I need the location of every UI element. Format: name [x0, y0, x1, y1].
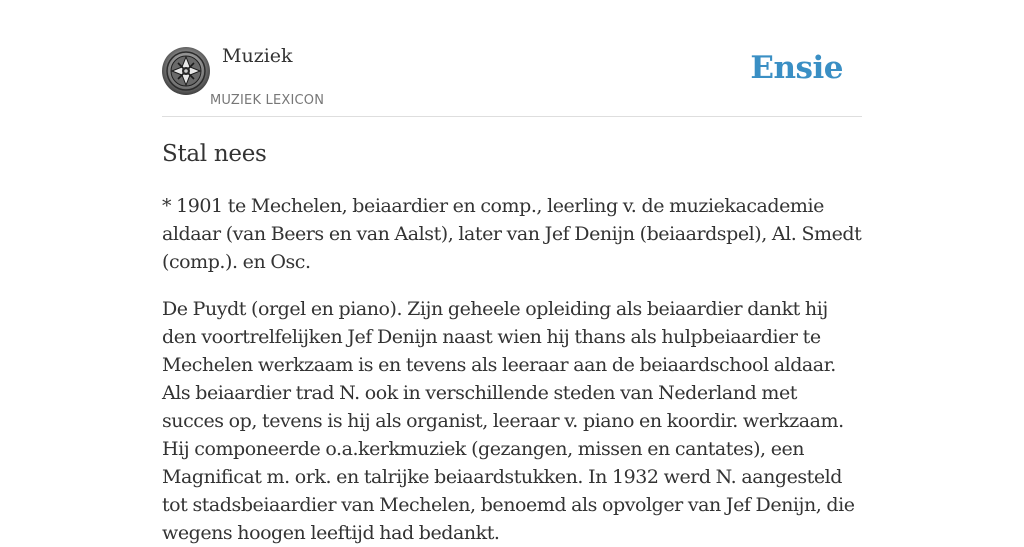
avatar[interactable] — [162, 47, 210, 95]
article-title: Stal nees — [162, 141, 267, 167]
header — [162, 0, 862, 117]
article-paragraph: * 1901 te Mechelen, beiaardier en comp., leerling v. de muziekacademie aldaar (van Beers en van Aalst), later van Jef Denijn (beiaardspel), Al. Smedt (comp.). en Osc. — [162, 195, 862, 273]
source-name[interactable]: Muziek — [222, 45, 293, 67]
article-paragraph: De Puydt (orgel en piano). Zijn geheele opleiding als beiaardier dankt hij den voortrelfelijken Jef Denijn naast wien hij thans als hulpbeiaardier te Mechelen werkzaam is en tevens als leeraar aan de beiaardschool aldaar. Als beiaardier trad N. ook in verschillende steden van Nederland met succes op, tevens is hij als organist, leeraar v. piano en koordir. werkzaam. Hij componeerde o.a.kerkmuziek (gezangen, missen en cantates), een Magnificat m. ork. en talrijke beiaardstukken. In 1932 werd N. aangesteld tot stadsbeiaardier van Mechelen, benoemd als opvolger van Jef Denijn, die wegens hoogen leeftijd had bedankt. — [162, 298, 855, 544]
brand-logo-link[interactable]: Ensie — [750, 50, 843, 86]
source-subtitle[interactable]: MUZIEK LEXICON — [210, 93, 325, 108]
ornate-medallion-icon — [162, 47, 210, 95]
article — [162, 138, 862, 547]
